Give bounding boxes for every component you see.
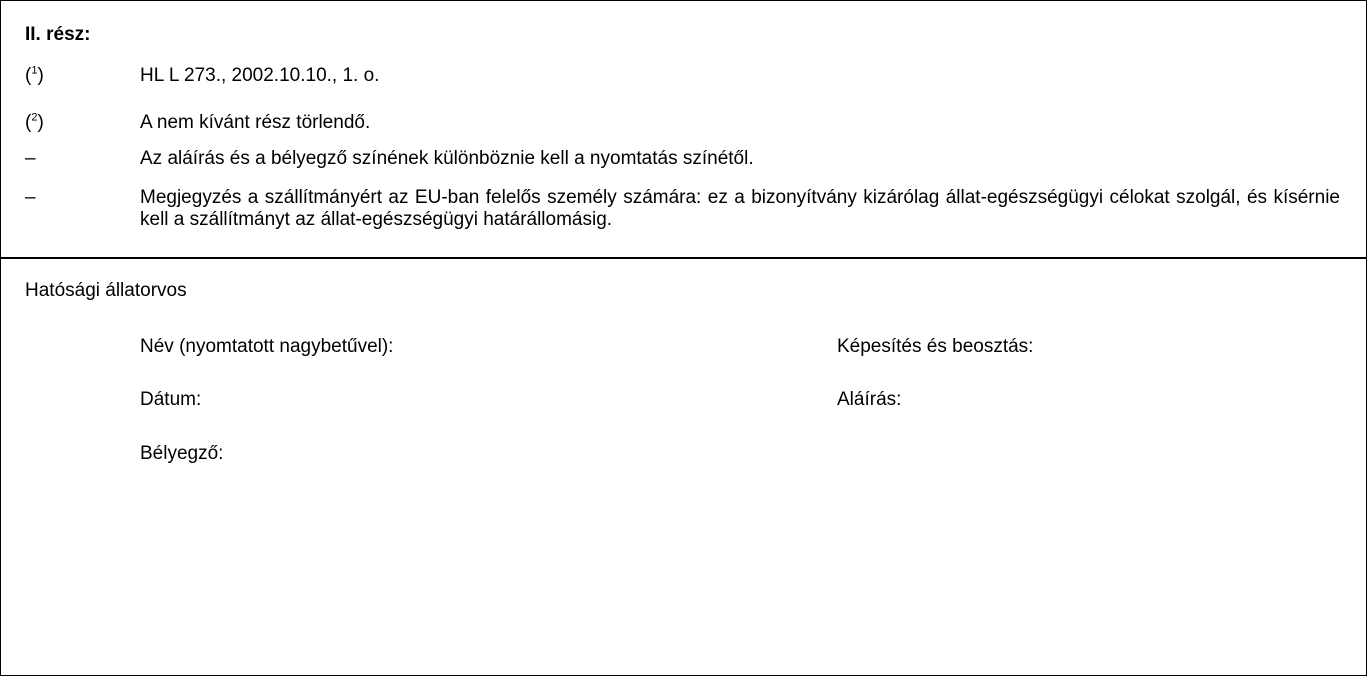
date-label: Dátum: bbox=[140, 389, 202, 410]
part-heading: II. rész: bbox=[25, 24, 91, 45]
footnote-marker-2: ($^2$) bbox=[25, 111, 44, 133]
signature-label: Aláírás: bbox=[837, 389, 902, 410]
dash-marker-1: – bbox=[25, 148, 36, 169]
note-text-3: Az aláírás és a bélyegző színének különböznie kell a nyomtatás színétől. bbox=[140, 148, 754, 169]
note-text-4: Megjegyzés a szállítmányért az EU-ban felelős személy számára: ez a bizonyítvány kizárólag állat-egészségügyi célokat szolgál, és kísérnie kell a szállítmányt az állat-egészségügyi határállomásig. bbox=[140, 187, 1340, 230]
notes-section bbox=[1, 1, 1366, 259]
note-text-1: HL L 273., 2002.10.10., 1. o. bbox=[140, 65, 380, 86]
dash-marker-2: – bbox=[25, 187, 36, 208]
qualification-label: Képesítés és beosztás: bbox=[837, 336, 1034, 357]
footnote-marker-1: ($^1$) bbox=[25, 64, 44, 86]
name-label: Név (nyomtatott nagybetűvel): bbox=[140, 336, 394, 357]
note-text-2: A nem kívánt rész törlendő. bbox=[140, 112, 371, 133]
official-veterinarian-title: Hatósági állatorvos bbox=[25, 280, 187, 301]
signature-section bbox=[1, 259, 1366, 675]
stamp-label: Bélyegző: bbox=[140, 443, 224, 464]
